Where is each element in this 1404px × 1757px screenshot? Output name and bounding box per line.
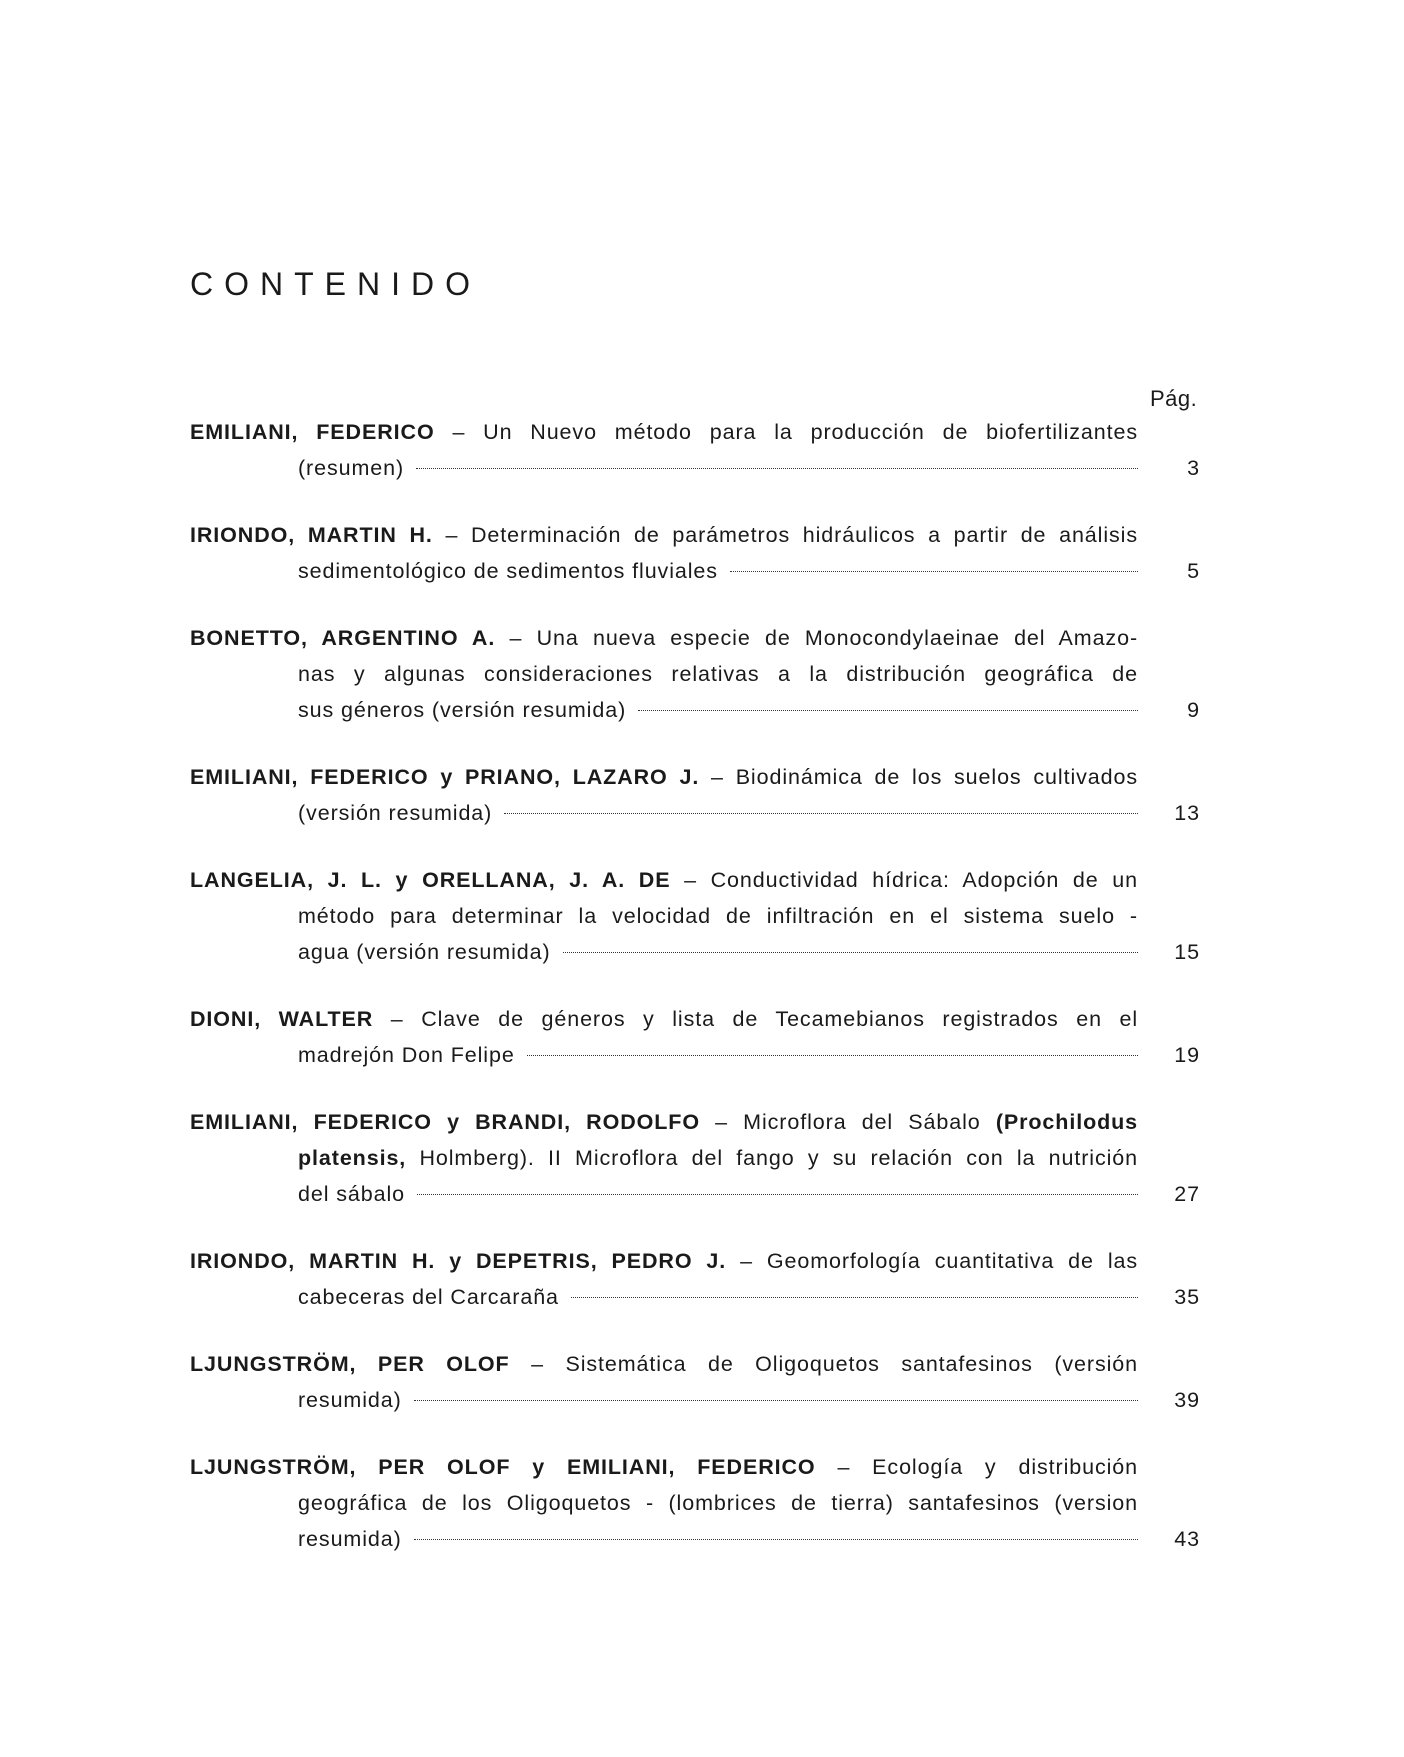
entry-last-line [190,1279,1200,1315]
dot-leader [504,812,1138,814]
dot-leader [730,570,1138,572]
entry-last-line [190,1176,1200,1212]
entry-title-start: – Un Nuevo método para la producción de biofertilizantes [452,420,1139,444]
entry-page-number: 5 [1187,559,1200,583]
entry-last-line [190,795,1200,831]
entry-first-line [190,1104,1138,1140]
entry-title-end: (resumen) [298,456,405,480]
entry-title-end: cabeceras del Carcaraña [298,1285,559,1309]
entry-title-start: – Conductividad hídrica: Adopción de un [684,868,1138,892]
entry-last-line [190,1521,1200,1557]
entry-title-middle: nas y algunas consideraciones relativas a la distribución geográfica de [298,662,1138,686]
entry-authors: LANGELIA, J. L. y ORELLANA, J. A. DE [190,868,671,892]
entry-first-line [190,862,1138,898]
entry-title-end: sus géneros (versión resumida) [298,698,627,722]
entry-title-end: del sábalo [298,1182,406,1206]
entry-page-number: 15 [1174,940,1200,964]
entry-page-number: 3 [1187,456,1200,480]
entry-authors: IRIONDO, MARTIN H. y DEPETRIS, PEDRO J. [190,1249,727,1273]
entry-page-number: 35 [1174,1285,1200,1309]
entry-last-line [190,553,1200,589]
dot-leader [414,1399,1138,1401]
entry-last-line [190,1382,1200,1418]
entry-middle-line [190,1485,1138,1521]
entry-title-end: resumida) [298,1527,402,1551]
entry-title-end: (versión resumida) [298,801,493,825]
entry-title-start: – Microflora del Sábalo [715,1110,981,1134]
page-title: CONTENIDO [190,266,481,302]
entry-last-line [190,934,1200,970]
entry-title-middle: geográfica de los Oligoquetos - (lombrices de tierra) santafesinos (version [298,1491,1138,1515]
entry-page-number: 39 [1174,1388,1200,1412]
page-column-header: Pág. [1150,386,1198,411]
toc-entry [190,620,1200,728]
entry-title-start: – Una nueva especie de Monocondylaeinae del Amazo- [509,626,1138,650]
entry-title-start: – Clave de géneros y lista de Tecamebianos registrados en el [390,1007,1139,1031]
dot-leader [527,1054,1138,1056]
entry-title-end: resumida) [298,1388,402,1412]
toc-entry [190,1346,1200,1418]
entry-middle-line [190,1140,1138,1176]
entry-title-middle: método para determinar la velocidad de infiltración en el sistema suelo - [298,904,1138,928]
entry-first-line [190,620,1138,656]
toc-entry [190,759,1200,831]
entry-last-line [190,450,1200,486]
entry-title-start: – Geomorfología cuantitativa de las [740,1249,1139,1273]
entry-authors: EMILIANI, FEDERICO [190,420,435,444]
table-of-contents [190,414,1200,1588]
species-name-genus: (Prochilodus [995,1110,1139,1134]
entry-title-end: agua (versión resumida) [298,940,551,964]
entry-page-number: 19 [1174,1043,1200,1067]
entry-title-start: – Determinación de parámetros hidráulicos a partir de análisis [445,523,1138,547]
entry-last-line [190,1037,1200,1073]
entry-authors: IRIONDO, MARTIN H. [190,523,433,547]
dot-leader [414,1538,1138,1540]
entry-title-end: sedimentológico de sedimentos fluviales [298,559,718,583]
toc-entry [190,862,1200,970]
entry-title-middle: Holmberg). II Microflora del fango y su relación con la nutrición [419,1146,1138,1170]
entry-first-line [190,1243,1138,1279]
entry-authors: EMILIANI, FEDERICO y BRANDI, RODOLFO [190,1110,700,1134]
entry-title-start: – Biodinámica de los suelos cultivados [711,765,1138,789]
entry-middle-line [190,898,1138,934]
entry-authors: EMILIANI, FEDERICO y PRIANO, LAZARO J. [190,765,700,789]
dot-leader [563,951,1138,953]
entry-page-number: 9 [1187,698,1200,722]
entry-first-line [190,1001,1138,1037]
entry-first-line [190,759,1138,795]
toc-entry [190,1104,1200,1212]
toc-entry [190,1449,1200,1557]
toc-entry [190,517,1200,589]
entry-page-number: 13 [1174,801,1200,825]
entry-authors: LJUNGSTRÖM, PER OLOF [190,1352,510,1376]
toc-entry [190,1243,1200,1315]
entry-authors: DIONI, WALTER [190,1007,374,1031]
entry-first-line [190,414,1138,450]
entry-middle-line [190,656,1138,692]
entry-authors: BONETTO, ARGENTINO A. [190,626,496,650]
entry-page-number: 27 [1174,1182,1200,1206]
toc-entry [190,414,1200,486]
dot-leader [638,709,1138,711]
toc-entry [190,1001,1200,1073]
entry-title-start: – Ecología y distribución [837,1455,1139,1479]
dot-leader [416,467,1138,469]
entry-last-line [190,692,1200,728]
entry-title-start: – Sistemática de Oligoquetos santafesinos (versión [531,1352,1138,1376]
dot-leader [417,1193,1138,1195]
entry-first-line [190,1449,1138,1485]
entry-title-end: madrejón Don Felipe [298,1043,515,1067]
dot-leader [571,1296,1138,1298]
species-name-epithet: platensis, [298,1146,407,1170]
entry-page-number: 43 [1174,1527,1200,1551]
entry-first-line [190,517,1138,553]
entry-authors: LJUNGSTRÖM, PER OLOF y EMILIANI, FEDERICO [190,1455,816,1479]
entry-first-line [190,1346,1138,1382]
